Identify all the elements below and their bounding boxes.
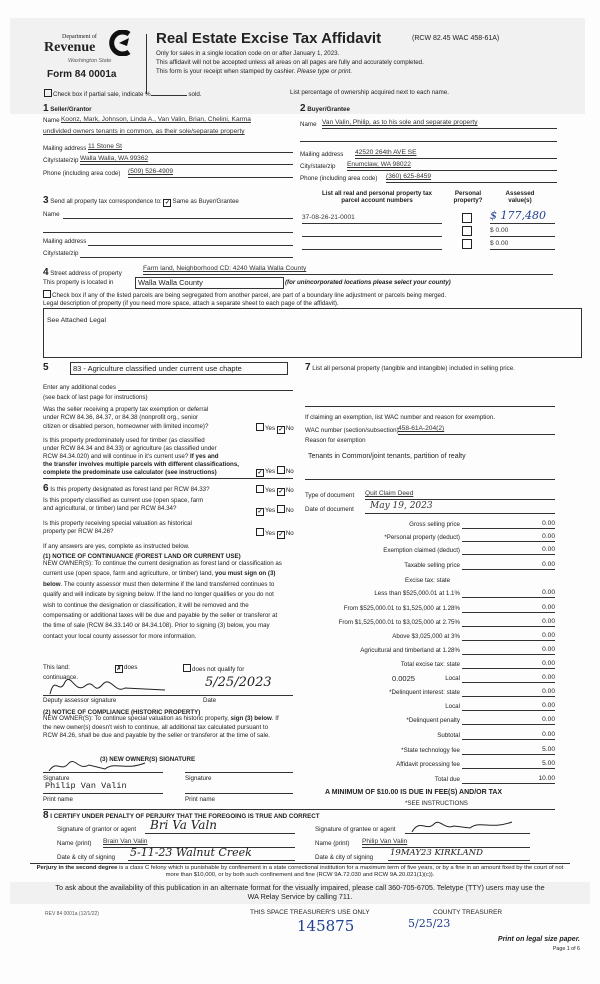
personal-property-checkbox[interactable] — [462, 239, 472, 249]
q-timber-line-3 — [43, 453, 219, 460]
reason-line — [305, 479, 555, 480]
sold-label: sold. — [188, 91, 202, 98]
parcel-number-line — [302, 236, 442, 237]
new-owner-signature-line-2[interactable] — [185, 772, 293, 773]
notice1-text-1: NEW OWNER(S): To continue the current designation as forest land or classification as current use (open space, farm and agriculture, or timber) land, — [43, 560, 282, 578]
no-label: No — [285, 507, 294, 514]
seller-phone-line — [128, 177, 293, 178]
seller-name-label: Name — [43, 117, 60, 124]
tax-row-value[interactable]: 0.00 — [542, 674, 555, 681]
grantee-date-label: Date & city of signing — [315, 854, 374, 861]
section-5-divider — [43, 478, 293, 479]
section-8-number: 8 — [43, 810, 49, 821]
wac-line — [398, 434, 555, 435]
reason-field[interactable]: Tenants in Common/joint tenants, partition of realty — [308, 453, 466, 460]
tax-row-value[interactable]: 0.00 — [542, 533, 555, 540]
grantee-date-line — [388, 860, 530, 861]
buyer-mail-label: Mailing address — [300, 151, 344, 158]
q-forest-no-checkbox[interactable]: ✓ — [278, 489, 284, 495]
q-forest-row — [43, 483, 210, 495]
print-name-label-2: Print name — [185, 796, 215, 803]
street-label: Street address of property — [50, 270, 122, 277]
tax-row-label: *State technology fee — [401, 747, 460, 754]
doc-type-line — [365, 499, 555, 500]
no-label: No — [285, 487, 294, 494]
tax-row-line — [462, 754, 555, 755]
no-label: No — [285, 425, 294, 432]
tax-row-value[interactable]: 0.00 — [542, 716, 555, 723]
additional-codes-field[interactable] — [118, 390, 293, 391]
tax-row-line — [462, 626, 555, 627]
tax-row-value[interactable]: 0.00 — [542, 618, 555, 625]
section-6-number: 6 — [43, 483, 49, 494]
does-checkbox[interactable]: ✗ — [116, 666, 122, 672]
q-exemption-answers — [256, 423, 294, 434]
q-timber-line-1: Is this property predominately used for timber (as classified — [43, 437, 205, 444]
additional-codes-label: Enter any additional codes — [43, 384, 116, 391]
buyer-city-field[interactable]: Enumclaw, WA 98022 — [347, 161, 411, 168]
grantor-date-field[interactable]: 5-11-23 Walnut Creek — [130, 846, 252, 859]
same-as-buyer-label: Same as Buyer/Grantee — [172, 198, 239, 205]
reason-label: Reason for exemption — [305, 437, 366, 444]
tax-row-label: Exemption claimed (deduct) — [383, 547, 460, 554]
tax-code-select[interactable]: 83 - Agriculture classified under current use chapte — [70, 362, 288, 375]
seller-mail-label: Mailing address — [43, 145, 87, 152]
q-timber-line-2: under RCW 84.34 and 84.33) or agriculture (as classified under — [43, 445, 217, 452]
notice2-text-1: NEW OWNER(S): To continue special valuation as historic property, — [43, 715, 229, 722]
seller-city-line — [80, 164, 293, 165]
personal-property-field[interactable] — [305, 406, 555, 407]
tax-row-line — [462, 541, 555, 542]
if-any-yes-note: If any answers are yes, complete as instructed below. — [43, 543, 190, 550]
tax-row-value[interactable]: 0.00 — [542, 604, 555, 611]
continuance-label: continuance. — [43, 674, 79, 681]
legal-description-field[interactable] — [43, 308, 582, 358]
personal-property-row — [305, 362, 555, 374]
same-as-buyer-checkbox[interactable]: ✓ — [164, 200, 170, 206]
q-timber-text: RCW 84.34.020) and will continue in it's current use? — [43, 453, 189, 460]
this-land-label: This land: — [43, 664, 70, 671]
doc-date-field[interactable]: May 19, 2023 — [370, 501, 433, 511]
buyer-mail-line — [355, 158, 557, 159]
tax-row-line — [462, 528, 555, 529]
assessed-value-line — [490, 236, 555, 237]
does-not-label: does not qualify for — [192, 666, 245, 673]
local-rate: 0.0025 — [392, 674, 415, 683]
grantee-name-field[interactable]: Philip Van Valin — [362, 838, 408, 845]
q-exemption-line-2: under RCW 84.36, 84.37, or 84.38 (nonprofit org., senior — [43, 414, 199, 421]
q-current-use-no-checkbox[interactable] — [277, 505, 285, 513]
tax-row-label: Total due — [434, 776, 460, 783]
buyer-city-label: City/state/zip — [300, 163, 336, 170]
tax-row-value[interactable]: 0.00 — [542, 646, 555, 653]
yes-label: Yes — [265, 487, 276, 494]
notice-continuance-text — [43, 559, 283, 642]
parcel-number-line — [302, 249, 442, 250]
yes-label: Yes — [265, 507, 276, 514]
section-2-number: 2 — [300, 103, 306, 114]
see-back-note: (see back of last page for instructions) — [43, 394, 148, 401]
assessor-date: 5/25/2023 — [205, 675, 272, 690]
notice1-bold: you must sign on (3) below — [43, 570, 276, 588]
receipt-number: 145875 — [297, 917, 355, 935]
print-legal-note: Print on legal size paper. — [497, 936, 580, 943]
tax-row-line — [462, 682, 555, 683]
buyer-heading-text: Buyer/Grantee — [307, 106, 350, 113]
street-row — [43, 267, 122, 279]
perjury-note — [30, 865, 570, 879]
grantor-signature-label: Signature of grantor or agent — [57, 826, 137, 833]
doc-type-label: Type of document — [305, 492, 355, 499]
corr-name-field[interactable] — [63, 218, 293, 219]
assessed-header — [500, 190, 540, 205]
legal-label: Legal description of property (if you need more space, attach a separate sheet to each page of the affidavit). — [43, 300, 339, 307]
header-line-3-text: This form is your receipt when stamped by cashier. — [156, 68, 296, 75]
q-current-use-line-2: and agricultural, or timber) land per RCW 84.34? — [43, 505, 177, 512]
tax-row-value[interactable]: 0.00 — [542, 589, 555, 596]
perjury-text: is a class C felony which is punishable by confinement in a state correctional institution for a maximum term of five years, or by a fine in an amount fixed by the court of not more than $10,000, or by both such confinement and fine (RCW 9A.72.030 and RCW 9A.20.021(1)(c)). — [117, 865, 564, 879]
section-4-number: 4 — [43, 267, 49, 278]
tax-row-label: Subtotal — [437, 732, 460, 739]
section-5-number: 5 — [43, 362, 49, 373]
tax-row-label: Taxable selling price — [404, 562, 460, 569]
grantor-signature[interactable]: Bri Va Valn — [150, 818, 218, 832]
new-owner-printed-name[interactable]: Philip Van Valin — [45, 781, 127, 791]
buyer-phone-label: Phone (including area code) — [300, 175, 378, 182]
tax-row-label: Less than $525,000.01 at 1.1% — [374, 590, 460, 597]
tax-row-value[interactable]: 0.00 — [542, 561, 555, 568]
corr-mail-field[interactable] — [88, 245, 293, 246]
tax-row-line — [462, 640, 555, 641]
q-timber-line-4: the transfer involves multiple parcels with different classifications, — [43, 461, 239, 468]
grantor-name-field[interactable]: Brain Van Valin — [103, 838, 148, 845]
tax-row-value[interactable]: 0.00 — [542, 660, 555, 667]
tax-row-value[interactable]: 0.00 — [542, 632, 555, 639]
seller-name-line-2[interactable]: undivided owners tenants in common, as their sole/separate property — [43, 128, 245, 135]
assessed-value-line — [490, 249, 555, 250]
exemption-label: If claiming an exemption, list WAC number and reason for exemption. — [305, 414, 495, 421]
grantee-name-label: Name (print) — [315, 840, 350, 847]
tax-row-line — [462, 768, 555, 769]
wac-label: WAC number (section/subsection) — [305, 427, 399, 434]
parcel-number-line — [302, 223, 442, 224]
new-owner-signature-title: (3) NEW OWNER(S) SIGNATURE — [100, 756, 196, 763]
grantee-date-field[interactable]: 19MAY23 KIRKLAND — [390, 848, 483, 858]
notice-compliance-title: (2) NOTICE OF COMPLIANCE (HISTORIC PROPERTY) — [43, 709, 201, 716]
buyer-name-label: Name — [300, 121, 317, 128]
tax-row-label: Agricultural and timberland at 1.28% — [360, 647, 460, 654]
form-rcw: (RCW 82.45 WAC 458-61A) — [412, 35, 500, 42]
personal-header-1: Personal — [454, 190, 482, 197]
tax-row-line — [462, 710, 555, 711]
tax-row-label: Affidavit processing fee — [396, 761, 460, 768]
revision-code: REV 84 0001a (12/1/22) — [45, 911, 99, 917]
tax-row-label: *Delinquent penalty — [406, 717, 460, 724]
see-instructions-note: *SEE INSTRUCTIONS — [405, 800, 468, 807]
tax-row-label: From $525,000.01 to $1,525,000 at 1.28% — [343, 605, 460, 612]
tax-row-label: Excise tax: state — [405, 577, 451, 584]
assessed-header-2: value(s) — [508, 197, 532, 205]
partial-sale-row — [44, 89, 202, 98]
assessed-value-field[interactable]: $ 177,480 — [490, 209, 546, 222]
does-not-option — [183, 664, 244, 673]
notice-compliance-text — [43, 715, 283, 741]
tax-row-line — [462, 724, 555, 725]
tax-row-value[interactable]: 0.00 — [542, 546, 555, 553]
q-timber-line-5: complete the predominate use calculator (see instructions) — [43, 469, 217, 476]
tax-row-value[interactable]: 5.00 — [542, 760, 555, 767]
assessed-value-field[interactable]: $ 0.00 — [490, 227, 509, 234]
yes-label: Yes — [265, 468, 276, 475]
buyer-mail-field[interactable]: 42520 264th AVE SE — [355, 149, 417, 156]
revenue-logo-text: Revenue — [44, 40, 96, 55]
form-number: Form 84 0001a — [47, 69, 117, 80]
does-not-checkbox[interactable] — [183, 664, 191, 672]
parcel-header-1: List all real and personal property tax — [321, 190, 433, 197]
treasurer-stamp-date: 5/25/23 — [408, 917, 451, 930]
corr-mail-label: Mailing address — [43, 238, 87, 245]
header-line-2: This affidavit will not be accepted unless all areas on all pages are fully and accurately completed. — [156, 59, 424, 66]
q-current-use-yes-checkbox[interactable]: ✓ — [257, 509, 263, 515]
new-owner-signature-line — [43, 772, 163, 773]
county-select[interactable]: Walla Walla County — [135, 277, 284, 289]
grantor-name-label: Name (print) — [57, 840, 92, 847]
tax-row-value[interactable]: 0.00 — [542, 731, 555, 738]
assessor-signature-label: Deputy assessor signature — [43, 697, 117, 704]
dept-of: Department of — [62, 34, 97, 40]
yes-label: Yes — [265, 425, 276, 432]
seller-phone-label: Phone (including area code) — [43, 170, 121, 177]
does-label: does — [124, 664, 138, 671]
doc-date-line — [365, 513, 555, 514]
tax-row-label: *Personal property (deduct) — [384, 534, 460, 541]
assessed-value-field[interactable]: $ 0.00 — [490, 240, 509, 247]
section-1-number: 1 — [43, 103, 49, 114]
q-timber-yes-checkbox[interactable]: ✓ — [257, 470, 263, 476]
partial-sale-checkbox[interactable] — [44, 89, 52, 97]
assessed-header-1: Assessed — [505, 190, 535, 197]
corr-name-line-2[interactable] — [43, 232, 293, 233]
correspondence-label: Send all property tax correspondence to: — [50, 198, 162, 205]
tax-row-label: Total excise tax: state — [400, 661, 460, 668]
header-divider — [146, 34, 147, 94]
q-current-use-line-1: Is this property classified as current use (open space, farm — [43, 497, 204, 504]
wac-field[interactable]: 458-61A-204(2) — [398, 425, 445, 432]
minimum-due-note: A MINIMUM OF $10.00 IS DUE IN FEE(S) AND/OR TAX — [325, 789, 503, 796]
segregate-checkbox[interactable] — [43, 290, 51, 298]
seller-name-field[interactable]: Koonz, Mark, Johnson, Linda A., Van Valin, Brian, Chelini, Karma — [61, 116, 251, 123]
tax-row-line — [462, 654, 555, 655]
seller-mail-field[interactable]: 11 Stone St — [88, 143, 122, 150]
personal-header-2: property? — [453, 197, 483, 205]
q-current-use-answers — [256, 505, 294, 516]
q-exemption-line-1: Was the seller receiving a property tax exemption or deferral — [43, 406, 209, 413]
parcel-header — [310, 190, 444, 205]
tax-row-line — [462, 783, 555, 784]
state-label: Washington State — [68, 58, 112, 64]
tax-row-value[interactable]: 5.00 — [542, 746, 555, 753]
seller-heading — [43, 103, 92, 115]
tax-row-line — [462, 612, 555, 613]
segregate-row — [43, 290, 446, 299]
county-note: (for unincorporated locations please select your county) — [285, 279, 451, 286]
partial-sale-label: Check box if partial sale, indicate % — [53, 91, 151, 98]
doc-date-label: Date of document — [305, 506, 354, 513]
located-label: This property is located in — [43, 279, 114, 286]
tax-row-label: *Delinquent interest: state — [389, 689, 460, 696]
tax-row-label: Gross selling price — [409, 521, 460, 528]
buyer-heading — [300, 103, 350, 115]
grantee-signature[interactable] — [408, 818, 518, 834]
certify-text: I CERTIFY UNDER PENALTY OF PERJURY THAT THE FOREGOING IS TRUE AND CORRECT — [50, 813, 320, 820]
seller-city-label: City/state/zip — [43, 157, 79, 164]
notice2-bold: sign (3) below — [230, 715, 272, 722]
list-percentage-note: List percentage of ownership acquired next to each name. — [290, 89, 449, 96]
seller-mail-line — [88, 152, 293, 153]
personal-property-checkbox[interactable] — [462, 213, 472, 223]
seller-phone-field[interactable]: (509) 526-4909 — [128, 168, 174, 175]
tax-row-line — [462, 597, 555, 598]
footer-rule — [30, 863, 570, 864]
buyer-name-field[interactable]: Van Valin, Philip, as to his sole and separate property — [322, 119, 478, 126]
corr-city-field[interactable] — [80, 257, 293, 258]
no-label: No — [285, 468, 294, 475]
street-line — [143, 274, 553, 275]
grantee-signature-label: Signature of grantee or agent — [315, 826, 396, 833]
seller-heading-text: Seller/Grantor — [50, 106, 92, 113]
grantor-date-label: Date & city of signing — [57, 854, 116, 861]
street-address-field[interactable]: Farm land, Neighborhood CD: 4240 Walla Walla County — [143, 265, 307, 272]
buyer-name-line-2[interactable] — [300, 141, 557, 142]
legal-description-text: See Attached Legal — [47, 317, 106, 324]
signature-label: Signature — [43, 775, 70, 782]
personal-property-label: List all personal property (tangible and intangible) included in selling price. — [312, 365, 515, 372]
section-3-number: 3 — [43, 195, 49, 206]
assessed-value-line — [490, 223, 555, 224]
form-title: Real Estate Excise Tax Affidavit — [156, 30, 382, 47]
yes-label: Yes — [265, 530, 276, 537]
buyer-name-line — [322, 128, 557, 129]
header-line-3 — [156, 68, 352, 75]
print-name-line-2[interactable] — [185, 793, 293, 794]
revenue-logo-icon — [107, 30, 133, 56]
buyer-phone-field[interactable]: (360) 625-8459 — [386, 173, 432, 180]
q-timber-answers — [256, 466, 294, 477]
q-forest-text: Is this property designated as forest land per RCW 84.33? — [50, 486, 210, 493]
tax-row-label: Above $3,025,000 at 3% — [392, 633, 460, 640]
q-historic-line-2: property per RCW 84.26? — [43, 528, 114, 535]
q-timber-no-checkbox[interactable] — [277, 466, 285, 474]
segregate-label: Check box if any of the listed parcels are being segregated from another parcel, are part of a boundary line adjustment or parcels being merged. — [52, 292, 447, 299]
treasurer-use-label: THIS SPACE TREASURER'S USE ONLY — [250, 909, 370, 916]
parcel-number-field[interactable]: 37-08-26-21-0001 — [302, 214, 355, 221]
buyer-city-line — [347, 170, 557, 171]
perjury-bold: Perjury in the second degree — [36, 865, 118, 871]
header-line-1: Only for sales in a single location code on or after January 1, 2023. — [156, 50, 340, 57]
q-forest-answers — [256, 485, 294, 496]
tax-row-value[interactable]: 0.00 — [542, 702, 555, 709]
signature-label-2: Signature — [185, 775, 212, 782]
q-forest-yes-checkbox[interactable] — [256, 485, 264, 493]
tax-row-value[interactable]: 0.00 — [542, 688, 555, 695]
corr-name-label: Name — [43, 211, 60, 218]
q-historic-yes-checkbox[interactable] — [256, 528, 264, 536]
print-name-label: Print name — [43, 796, 73, 803]
grantor-signature-line — [145, 833, 295, 834]
buyer-phone-line — [386, 182, 557, 183]
section-7-number: 7 — [305, 362, 311, 373]
grantee-signature-line — [405, 833, 530, 834]
seller-city-field[interactable]: Walla Walla, WA 99362 — [80, 155, 149, 162]
q-historic-answers — [256, 528, 294, 539]
header-line-3-italic: Please type or print. — [297, 68, 353, 75]
tax-row-value[interactable]: 0.00 — [542, 520, 555, 527]
personal-property-checkbox[interactable] — [462, 226, 472, 236]
tax-row-line — [462, 696, 555, 697]
tax-row-line — [462, 739, 555, 740]
partial-percent-field[interactable] — [151, 95, 187, 96]
q-exemption-no-checkbox[interactable]: ✓ — [278, 427, 284, 433]
grantor-date-line — [128, 860, 295, 861]
tax-row-label: Local — [445, 675, 460, 682]
tax-row-line — [462, 569, 555, 570]
q-historic-no-checkbox[interactable]: ✓ — [278, 532, 284, 538]
assessor-signature-line — [43, 695, 293, 696]
tax-row-value[interactable]: 10.00 — [538, 775, 555, 782]
county-treasurer-label: COUNTY TREASURER — [433, 909, 503, 916]
print-name-line — [43, 793, 163, 794]
notice1-text-2: . The county assessor must then determine if the land transferred continues to qualify and will indicate by signing below. If the land no longer qualifies or you do not wish to continue the designation or classification, it will be removed and the compensating or additional taxes will be due and payable by the seller or transferor at the time of sale (RCW 84.33.140 or 84.34.108). Prior to signing (3) below, you may contact your local county assessor for more information. — [43, 580, 278, 640]
q-exemption-line-3: citizen or disabled person, homeowner with limited income)? — [43, 423, 209, 430]
notice-continuance-title: (1) NOTICE OF CONTINUANCE (FOREST LAND OR CURRENT USE) — [43, 553, 241, 560]
alternate-format-note: To ask about the availability of this publication in an alternate format for the visually impaired, please call 360-705-6705. Teletype (TTY) users may use the WA Relay Service by calling 711. — [55, 883, 545, 901]
parcel-header-2: parcel account numbers — [341, 197, 413, 205]
corr-city-label: City/state/zip — [43, 250, 79, 257]
tax-row-line — [462, 668, 555, 669]
q-timber-bold: If yes and — [190, 453, 219, 460]
doc-type-field[interactable]: Quit Claim Deed — [365, 490, 414, 497]
tax-row-label: From $1,525,000.01 to $3,025,000 at 2.75% — [338, 619, 460, 626]
personal-header — [448, 190, 488, 205]
tax-row-label: Local — [445, 703, 460, 710]
notice2-text-2: . If the new owner(s) doesn't wish to continue, all additional tax calculated pursuant to RCW 84.26, shall be due and payable by the seller or transferor at the time of sale. — [43, 715, 279, 739]
tax-row-line — [462, 554, 555, 555]
correspondence-row — [43, 195, 239, 207]
no-label: No — [285, 530, 294, 537]
q-historic-line-1: Is this property receiving special valuation as historical — [43, 520, 192, 527]
page-number: Page 1 of 6 — [552, 946, 580, 952]
assessor-date-label: Date — [203, 697, 217, 704]
q-exemption-yes-checkbox[interactable] — [256, 423, 264, 431]
